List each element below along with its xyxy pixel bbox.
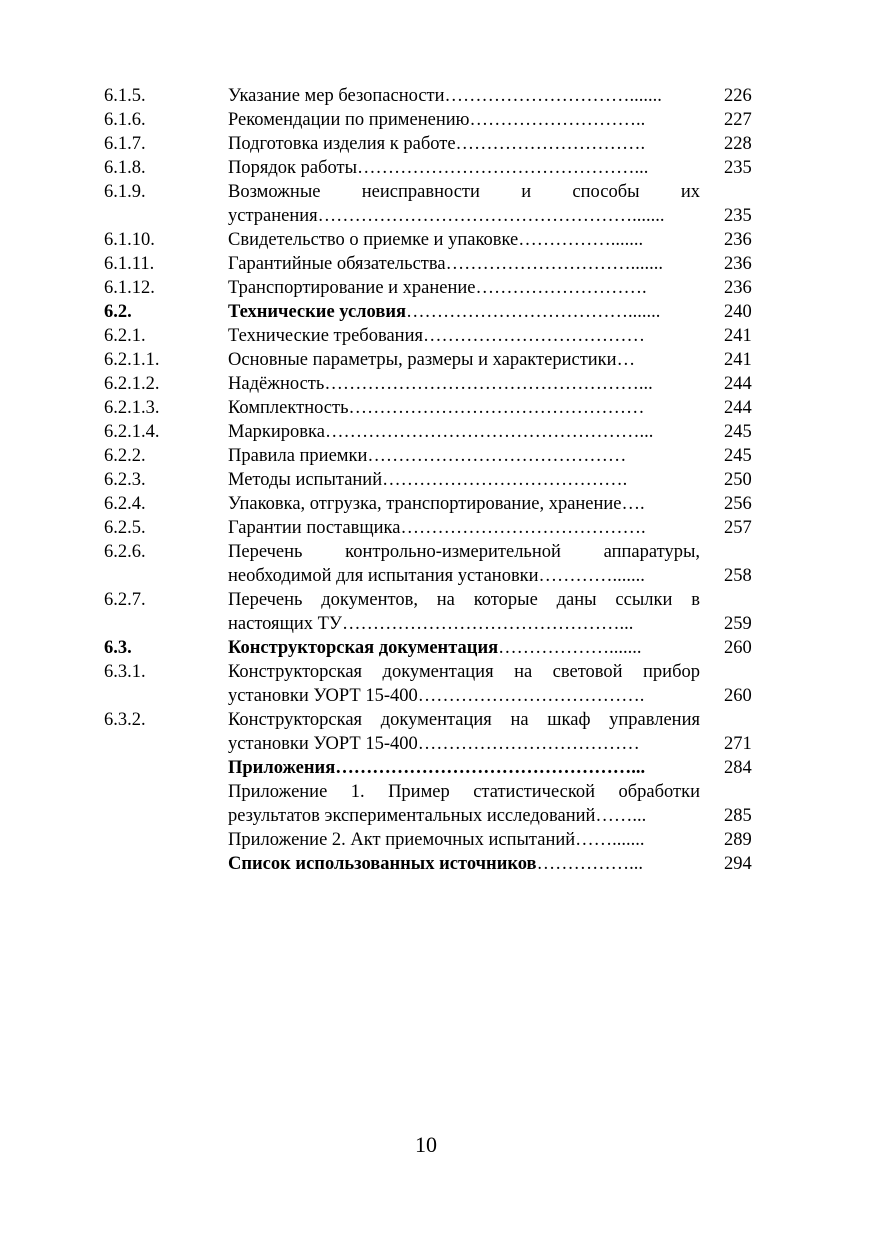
toc-entry-title xyxy=(228,372,700,396)
toc-entry-title-line: Комплектность………………………………………… xyxy=(228,398,645,418)
toc-entry-page: 271 xyxy=(724,734,752,754)
toc-entry-page: 260 xyxy=(724,638,752,658)
toc-entry xyxy=(0,84,878,108)
toc-entry-title xyxy=(228,108,700,132)
toc-entry xyxy=(0,660,878,708)
toc-entry-title xyxy=(228,252,700,276)
toc-entry-title-line: Правила приемки…………………………………… xyxy=(228,446,627,466)
toc-entry-title xyxy=(228,420,700,444)
toc-entry-title-line: необходимой для испытания установки…………....... xyxy=(228,566,645,586)
toc-entry xyxy=(0,780,878,828)
toc-entry xyxy=(0,300,878,324)
toc-entry-title xyxy=(228,300,700,324)
toc-entry-title-line: Возможные неисправности и способы их xyxy=(228,182,700,202)
toc-entry xyxy=(0,708,878,756)
toc-entry-page: 294 xyxy=(724,854,752,874)
toc-entry xyxy=(0,108,878,132)
toc-entry-page: 244 xyxy=(724,398,752,418)
toc-entry xyxy=(0,132,878,156)
toc-entry-title xyxy=(228,588,700,636)
toc-entry-title-line: Конструкторская документация………………....... xyxy=(228,638,642,658)
toc-entry-page: 256 xyxy=(724,494,752,514)
toc-entry-page: 235 xyxy=(724,158,752,178)
toc-entry-title xyxy=(228,636,700,660)
toc-entry-title-line: Перечень документов, на которые даны ссылки в xyxy=(228,590,700,610)
toc-entry-title-line: Приложение 2. Акт приемочных испытаний……....... xyxy=(228,830,645,850)
toc-entry-page: 285 xyxy=(724,806,752,826)
toc-entry-title xyxy=(228,132,700,156)
toc-entry-title xyxy=(228,540,700,588)
toc-entry-page: 284 xyxy=(724,758,752,778)
toc-entry-title-line: Подготовка изделия к работе…………………………. xyxy=(228,134,646,154)
toc-entry-title xyxy=(228,444,700,468)
toc-entry-title-line: устранения……………………………………………....... xyxy=(228,206,665,226)
toc-entry xyxy=(0,444,878,468)
toc-entry-title-line: Указание мер безопасности…………………………....... xyxy=(228,86,662,106)
toc-entry-page: 241 xyxy=(724,326,752,346)
toc-entry-number: 6.2.1.2. xyxy=(104,374,160,394)
toc-entry xyxy=(0,420,878,444)
toc-entry xyxy=(0,756,878,780)
toc-entry-title-line: Гарантийные обязательства…………………………....... xyxy=(228,254,663,274)
toc-entry-title xyxy=(228,348,700,372)
toc-entry-title-line: Надёжность……………………………………………... xyxy=(228,374,653,394)
toc-entry-title-line: Приложения…………………………………………... xyxy=(228,758,646,778)
toc-entry-page: 236 xyxy=(724,254,752,274)
toc-entry-number: 6.2.3. xyxy=(104,470,146,490)
toc-entry-page: 236 xyxy=(724,278,752,298)
toc-entry-title xyxy=(228,852,700,876)
toc-entry-page: 236 xyxy=(724,230,752,250)
toc-entry xyxy=(0,396,878,420)
toc-entry-title-line: Перечень контрольно-измерительной аппаратуры, xyxy=(228,542,700,562)
toc-entry-page: 257 xyxy=(724,518,752,538)
toc-entry-title-line: Методы испытаний…………………………………. xyxy=(228,470,628,490)
toc-entry-title-line: Транспортирование и хранение………………………. xyxy=(228,278,647,298)
toc-entry-title xyxy=(228,780,700,828)
toc-entry-number: 6.1.12. xyxy=(104,278,155,298)
toc-entry-title xyxy=(228,180,700,228)
toc-entry-page: 241 xyxy=(724,350,752,370)
page-number: 10 xyxy=(415,1132,437,1157)
toc-entry-page: 289 xyxy=(724,830,752,850)
toc-entry-title xyxy=(228,276,700,300)
toc-entry-title-line: Основные параметры, размеры и характеристики… xyxy=(228,350,636,370)
toc-entry xyxy=(0,588,878,636)
toc-entry-title-line: Гарантии поставщика…………………………………. xyxy=(228,518,646,538)
toc-entry-number: 6.1.7. xyxy=(104,134,146,154)
toc-entry-title xyxy=(228,756,700,780)
toc-entry-page: 244 xyxy=(724,374,752,394)
toc-entry xyxy=(0,228,878,252)
toc-entry-number: 6.2.4. xyxy=(104,494,146,514)
toc-entry-number: 6.2.5. xyxy=(104,518,146,538)
toc-entry-title-line: результатов экспериментальных исследований……... xyxy=(228,806,647,826)
toc-entry-number: 6.2.6. xyxy=(104,542,146,562)
toc-entry-number: 6.1.5. xyxy=(104,86,146,106)
toc-entry xyxy=(0,492,878,516)
toc-entry-title xyxy=(228,708,700,756)
toc-entry-title xyxy=(228,828,700,852)
toc-entry-title-line: Упаковка, отгрузка, транспортирование, хранение…. xyxy=(228,494,645,514)
toc-entry xyxy=(0,468,878,492)
table-of-contents xyxy=(0,84,878,876)
toc-entry-page: 240 xyxy=(724,302,752,322)
toc-entry-page: 228 xyxy=(724,134,752,154)
toc-entry xyxy=(0,252,878,276)
toc-entry-number: 6.2.1.4. xyxy=(104,422,160,442)
toc-entry-title-line: настоящих ТУ………………………………………... xyxy=(228,614,634,634)
toc-entry-title xyxy=(228,516,700,540)
toc-entry-title-line: Приложение 1. Пример статистической обработки xyxy=(228,782,700,802)
toc-entry-title xyxy=(228,156,700,180)
toc-entry-page: 250 xyxy=(724,470,752,490)
toc-entry xyxy=(0,516,878,540)
toc-entry-page: 260 xyxy=(724,686,752,706)
toc-entry-title xyxy=(228,84,700,108)
toc-entry-page: 259 xyxy=(724,614,752,634)
toc-entry-number: 6.1.9. xyxy=(104,182,146,202)
toc-entry-title xyxy=(228,660,700,708)
toc-entry-title-line: Технические условия………………………………....... xyxy=(228,302,661,322)
toc-entry-title-line: Порядок работы………………………………………... xyxy=(228,158,649,178)
toc-entry xyxy=(0,540,878,588)
toc-entry xyxy=(0,636,878,660)
toc-entry-number: 6.1.8. xyxy=(104,158,146,178)
toc-entry-page: 245 xyxy=(724,446,752,466)
toc-entry-page: 245 xyxy=(724,422,752,442)
toc-entry-number: 6.2.7. xyxy=(104,590,146,610)
toc-entry-title-line: Свидетельство о приемке и упаковке……………....... xyxy=(228,230,644,250)
toc-entry-number: 6.2.1.3. xyxy=(104,398,160,418)
toc-entry-number: 6.3.1. xyxy=(104,662,146,682)
toc-entry-page: 235 xyxy=(724,206,752,226)
toc-entry-number: 6.2.2. xyxy=(104,446,146,466)
toc-entry-title-line: установки УОРТ 15-400……………………………… xyxy=(228,734,640,754)
toc-entry-number: 6.3. xyxy=(104,638,132,658)
toc-entry-title xyxy=(228,228,700,252)
toc-entry-title-line: установки УОРТ 15-400………………………………. xyxy=(228,686,645,706)
toc-entry xyxy=(0,156,878,180)
toc-entry-number: 6.2. xyxy=(104,302,132,322)
toc-entry-title-line: Технические требования……………………………… xyxy=(228,326,645,346)
toc-entry-title xyxy=(228,492,700,516)
toc-entry-page: 258 xyxy=(724,566,752,586)
toc-entry xyxy=(0,828,878,852)
toc-entry-title-line: Рекомендации по применению……………………….. xyxy=(228,110,646,130)
toc-entry-number: 6.3.2. xyxy=(104,710,146,730)
toc-entry-title-line: Конструкторская документация на шкаф управления xyxy=(228,710,700,730)
toc-entry-page: 227 xyxy=(724,110,752,130)
toc-entry xyxy=(0,324,878,348)
toc-entry-page: 226 xyxy=(724,86,752,106)
toc-entry-title-line: Список использованных источников……………... xyxy=(228,854,643,874)
toc-entry xyxy=(0,852,878,876)
toc-entry-title xyxy=(228,396,700,420)
toc-entry-title-line: Маркировка……………………………………………... xyxy=(228,422,654,442)
toc-entry-number: 6.2.1. xyxy=(104,326,146,346)
toc-entry-number: 6.1.6. xyxy=(104,110,146,130)
toc-entry-title xyxy=(228,468,700,492)
toc-entry xyxy=(0,348,878,372)
toc-entry xyxy=(0,180,878,228)
toc-entry-title xyxy=(228,324,700,348)
toc-entry-title-line: Конструкторская документация на световой прибор xyxy=(228,662,700,682)
toc-entry xyxy=(0,372,878,396)
toc-entry xyxy=(0,276,878,300)
toc-entry-number: 6.2.1.1. xyxy=(104,350,160,370)
toc-entry-number: 6.1.11. xyxy=(104,254,155,274)
toc-entry-number: 6.1.10. xyxy=(104,230,155,250)
